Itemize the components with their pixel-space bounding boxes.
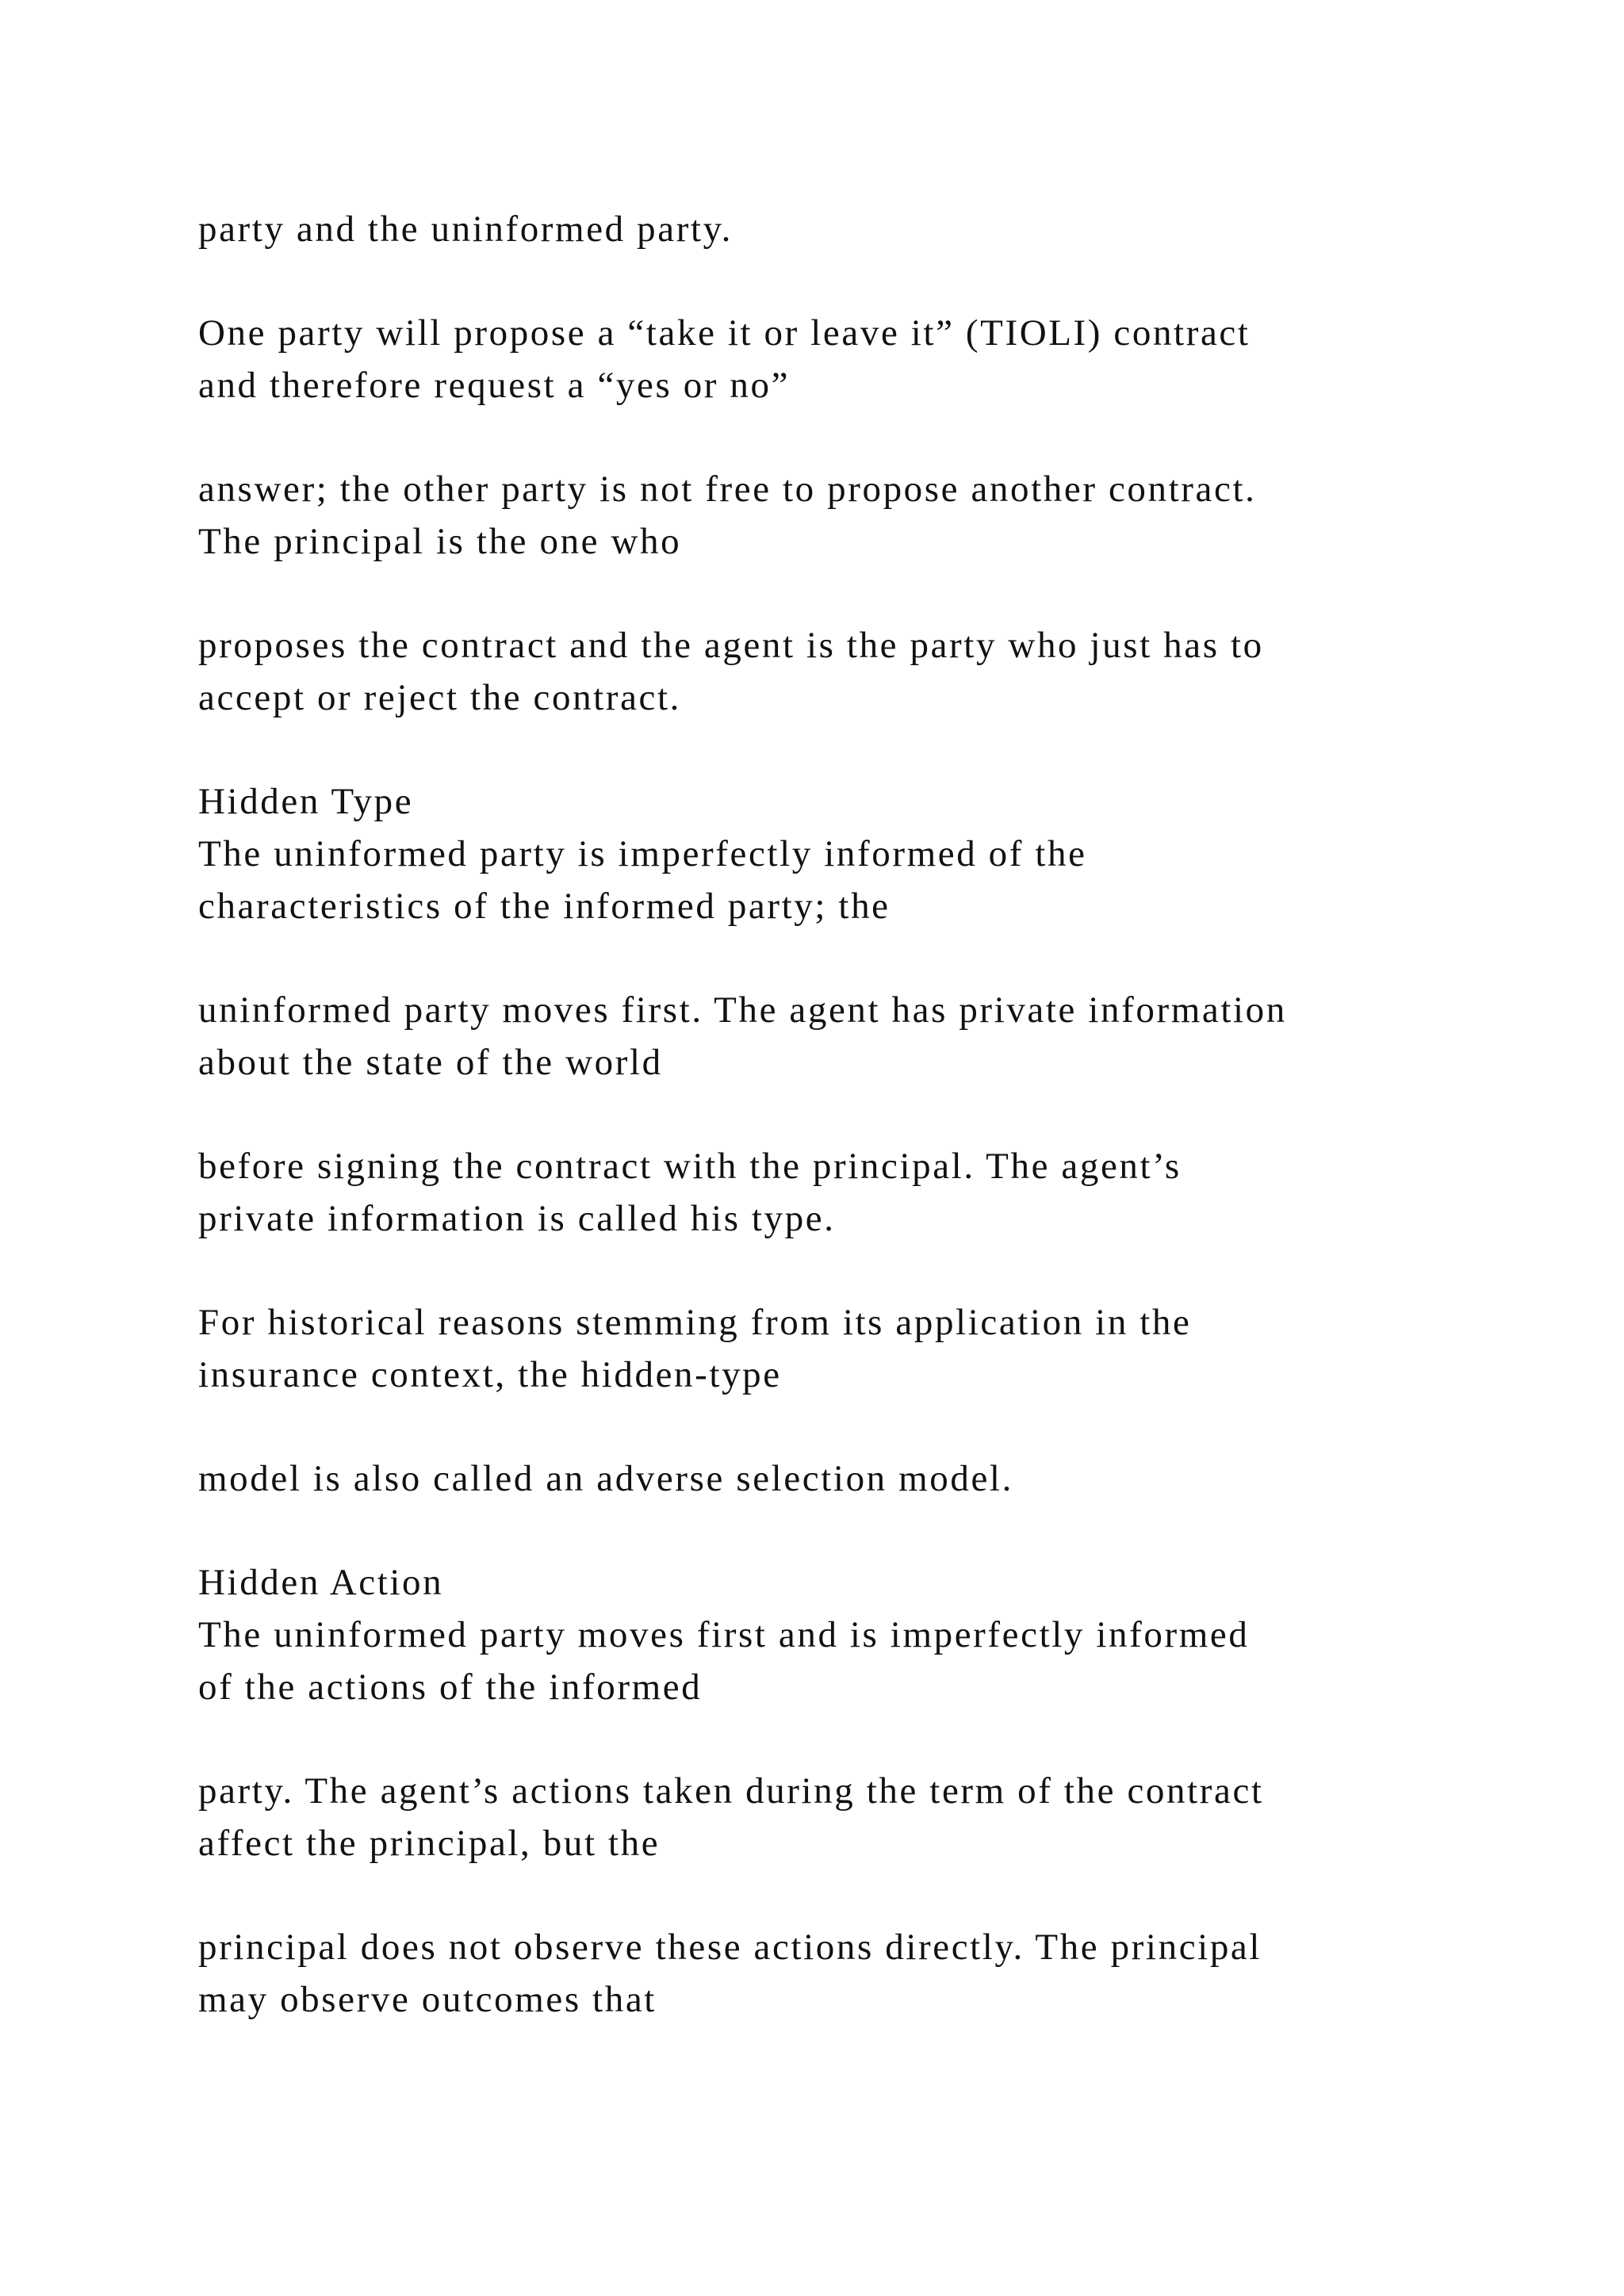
section-heading: Hidden Type xyxy=(198,781,414,822)
section-hidden-type xyxy=(198,775,1499,932)
text-line: The uninformed party is imperfectly informed of the xyxy=(198,833,1087,874)
paragraph xyxy=(198,1452,1499,1505)
text-line: party and the uninformed party. xyxy=(198,209,733,250)
text-line: private information is called his type. xyxy=(198,1198,836,1239)
text-line: The uninformed party moves first and is imperfectly informed xyxy=(198,1614,1250,1655)
paragraph xyxy=(198,307,1499,411)
paragraph xyxy=(198,1140,1499,1245)
text-line: affect the principal, but the xyxy=(198,1823,661,1864)
text-line: model is also called an adverse selection model. xyxy=(198,1458,1013,1499)
text-line: may observe outcomes that xyxy=(198,1979,657,2020)
text-line: principal does not observe these actions directly. The principal xyxy=(198,1927,1262,1968)
text-line: accept or reject the contract. xyxy=(198,677,682,718)
text-line: For historical reasons stemming from its application in the xyxy=(198,1302,1192,1343)
text-line: insurance context, the hidden-type xyxy=(198,1354,782,1395)
paragraph xyxy=(198,1296,1499,1401)
paragraph xyxy=(198,984,1499,1089)
text-line: proposes the contract and the agent is the party who just has to xyxy=(198,625,1264,666)
text-line: uninformed party moves first. The agent has private information xyxy=(198,989,1287,1031)
text-line: before signing the contract with the principal. The agent’s xyxy=(198,1146,1182,1187)
text-line: and therefore request a “yes or no” xyxy=(198,365,791,406)
paragraph xyxy=(198,463,1499,568)
text-line: answer; the other party is not free to propose another contract. xyxy=(198,469,1257,510)
paragraph xyxy=(198,619,1499,724)
section-hidden-action xyxy=(198,1556,1499,1713)
section-heading: Hidden Action xyxy=(198,1562,444,1603)
text-line: characteristics of the informed party; the xyxy=(198,886,891,927)
text-line: about the state of the world xyxy=(198,1042,663,1083)
text-line: One party will propose a “take it or leave it” (TIOLI) contract xyxy=(198,312,1251,354)
text-line: of the actions of the informed xyxy=(198,1667,703,1708)
text-line: The principal is the one who xyxy=(198,521,682,562)
paragraph xyxy=(198,1921,1499,2026)
text-line: party. The agent’s actions taken during the term of the contract xyxy=(198,1770,1264,1812)
paragraph xyxy=(198,203,1499,255)
paragraph xyxy=(198,1765,1499,1869)
